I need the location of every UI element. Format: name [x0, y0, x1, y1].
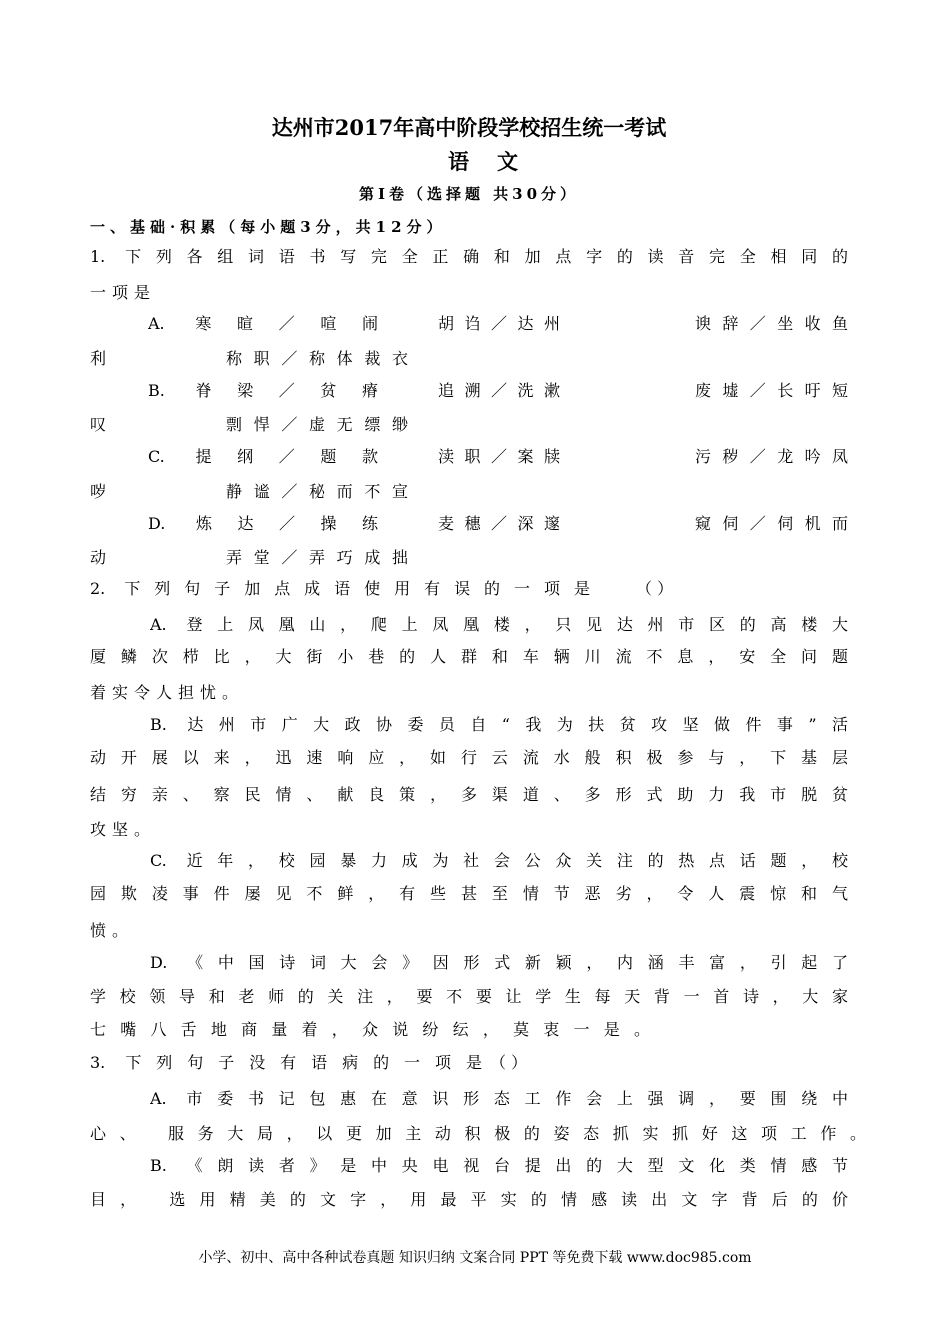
- q1-stem-dotted: 读音完全相同: [647, 247, 832, 266]
- q2-text: ，有些甚至情节恶劣，令人震惊和气: [368, 884, 848, 903]
- q2-option-d: D. 《中国诗词大会》因形式新颖，内涵丰富，引起了: [150, 953, 848, 972]
- q2-answer-paren: （ ）: [636, 579, 674, 598]
- q1-option-d-word4: 弄堂／弄巧成拙: [226, 548, 408, 567]
- q3-option-b-cont: 目， 选用精美的文字，用最平实的情感读出文字背后的价: [90, 1190, 848, 1209]
- q3-option-a-cont: 心、 服务大局，以更加主动积极的姿态抓实抓好这项工作。: [90, 1124, 866, 1143]
- q1-option-a-wrap: 利: [90, 349, 107, 368]
- volume-heading: 第Ⅰ卷（选择题 共30分）: [358, 185, 580, 203]
- q2-stem-dotted: 有误: [424, 579, 485, 598]
- q1-stem-line2: 一项是: [90, 283, 157, 302]
- q1-option-c-word2: 渎职／案牍: [438, 447, 560, 466]
- q3-stem-dotted: 没有语病: [249, 1053, 374, 1072]
- q2-idiom-dotted: 莫衷一是: [513, 1020, 634, 1039]
- section-heading: 一、基础·积累（每小题3分，共12分）: [90, 218, 447, 236]
- q3-option-b: B. 《朗读者》是中央电视台提出的大型文化类情感节: [150, 1156, 848, 1175]
- q1-option-b-word1: B. 脊梁／贫瘠: [148, 381, 378, 400]
- q2-option-d-cont: 学校领导和老师的关注，要不要让学生每天背一首诗，大家: [90, 987, 848, 1006]
- q1-option-d-word2: 麦穗／深邃: [438, 514, 560, 533]
- q1-option-d-wrap: 动: [90, 548, 107, 567]
- footer-banner: 小学、初中、高中各种试卷真题 知识归纳 文案合同 PPT 等免费下载 www.doc985.com: [198, 1250, 752, 1266]
- q1-option-a-word1: A. 寒暄／喧闹: [148, 314, 378, 333]
- q2-idiom-dotted: 鳞次栉比: [120, 647, 245, 666]
- q2-option-a-cont: [90, 646, 848, 668]
- subject-title: 语文: [448, 149, 546, 174]
- q2-option-b-cont2: 结穷亲、察民情、献良策，多渠道、多形式助力我市脱贫: [90, 785, 848, 804]
- q3-answer-paren: （ ）: [490, 1053, 528, 1072]
- q2-stem-text: 的一项是: [484, 579, 590, 598]
- q1-option-c-word4: 静谧／秘而不宣: [226, 482, 408, 501]
- q1-option-c-wrap: 哕: [90, 482, 107, 501]
- q2-option-c-end: 愤。: [90, 921, 135, 940]
- q2-option-b: B. 达州市广大政协委员自“我为扶贫攻坚做件事”活: [150, 715, 848, 734]
- q1-stem-text: 完全正确和加点字的: [370, 247, 648, 266]
- q1-stem: [90, 246, 848, 268]
- q2-text: 厦: [90, 647, 121, 666]
- q1-option-c-word1: C. 提纲／题款: [148, 447, 378, 466]
- q1-stem-dotted: 书写: [309, 247, 371, 266]
- q1-option-d-word3: 窥伺／伺机而: [695, 514, 848, 533]
- q2-idiom-dotted: 屡见不鲜: [244, 884, 369, 903]
- q2-option-a: A. 登上凤凰山，爬上凤凰楼，只见达州市区的高楼大: [150, 615, 848, 634]
- q2-option-c: C. 近年，校园暴力成为社会公众关注的热点话题，校: [150, 851, 848, 870]
- q1-option-d-word1: D. 炼达／操练: [148, 514, 378, 533]
- exam-title: 达州市2017年高中阶段学校招生统一考试: [271, 115, 667, 140]
- q2-option-d-end: [90, 1019, 650, 1041]
- q2-option-b-end: 攻坚。: [90, 820, 157, 839]
- q2-stem: [90, 578, 590, 600]
- q3-stem: [90, 1052, 482, 1074]
- q2-text: 七嘴八舌地商量着，众说纷纭，: [90, 1020, 514, 1039]
- q1-option-b-word4: 剽悍／虚无缥缈: [226, 415, 408, 434]
- q3-option-a: A. 市委书记包惠在意识形态工作会上强调，要围绕中: [150, 1089, 848, 1108]
- q2-option-c-cont: [90, 883, 848, 905]
- q1-option-a-word3: 谀辞／坐收鱼: [695, 314, 848, 333]
- q2-text: 园欺凌事件: [90, 884, 245, 903]
- q2-option-a-end: 着实令人担忧。: [90, 683, 245, 702]
- q2-idiom-dotted: 行云流水: [460, 748, 585, 767]
- q2-text: 动开展以来，迅速响应，如: [90, 748, 461, 767]
- q1-stem-text: 的: [831, 247, 848, 266]
- q3-stem-text: 3. 下列句子: [90, 1053, 250, 1072]
- q1-option-c-word3: 污秽／龙吟凤: [695, 447, 848, 466]
- q2-text: 。: [633, 1020, 650, 1039]
- q3-stem-text: 的一项是: [373, 1053, 482, 1072]
- q1-option-a-word4: 称职／称体裁衣: [226, 349, 408, 368]
- q2-option-b-cont: [90, 747, 848, 769]
- q2-stem-text: 2. 下列句子加点成语使用: [90, 579, 425, 598]
- q1-option-b-word3: 废墟／长吁短: [695, 381, 848, 400]
- q2-text: ，大街小巷的人群和车辆川流不息，安全问题: [244, 647, 848, 666]
- q1-option-b-wrap: 叹: [90, 415, 107, 434]
- q2-text: 般积极参与，下基层: [584, 748, 848, 767]
- q1-option-b-word2: 追溯／洗漱: [438, 381, 560, 400]
- q1-stem-text: 1. 下列各组词语: [90, 247, 310, 266]
- q1-option-a-word2: 胡诌／达州: [438, 314, 560, 333]
